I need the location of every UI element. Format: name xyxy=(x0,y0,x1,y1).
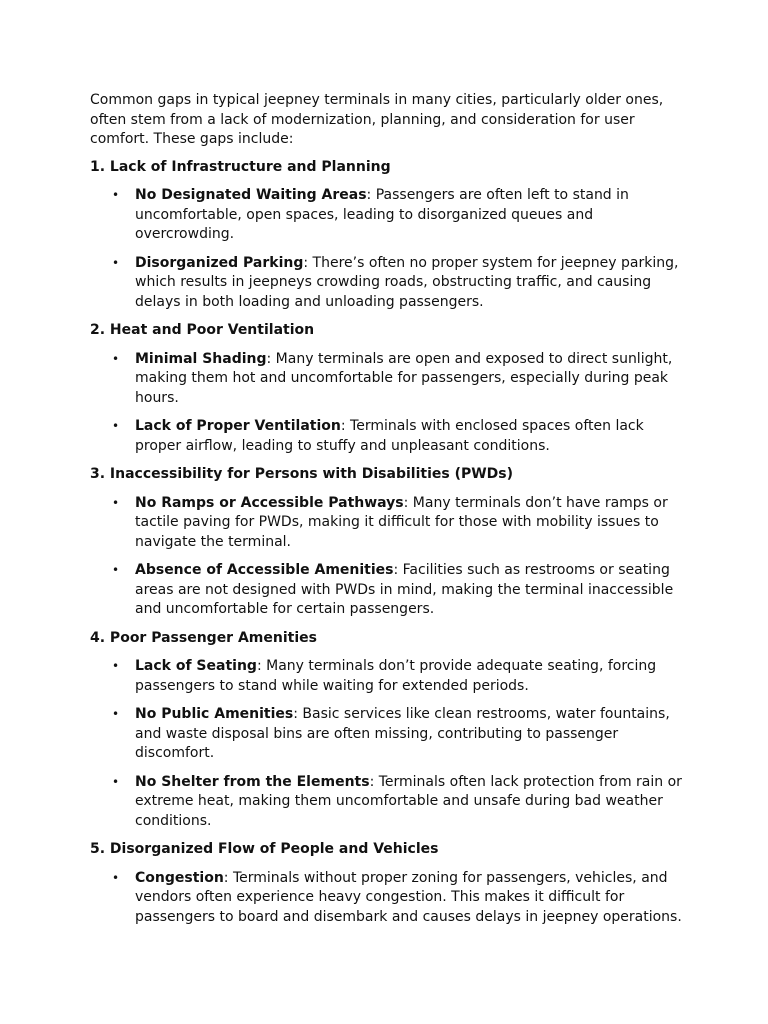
section-heat-ventilation xyxy=(90,321,690,456)
bullet-icon: • xyxy=(112,188,120,202)
item-text: : Many terminals don’t have ramps or tactile paving for PWDs, making it difficult for those with mobility issues to navigate the terminal. xyxy=(135,494,668,550)
section-heading: 5. Disorganized Flow of People and Vehicles xyxy=(90,841,439,857)
item-term: No Public Amenities xyxy=(135,706,294,722)
bullet-icon: • xyxy=(112,563,120,577)
item-term: No Ramps or Accessible Pathways xyxy=(135,494,404,511)
section-heading: 3. Inaccessibility for Persons with Disabilities (PWDs) xyxy=(90,466,514,482)
item-term: Absence of Accessible Amenities xyxy=(135,562,394,578)
item-text: : Terminals without proper zoning for passengers, vehicles, and vendors often experience heavy congestion. This makes it difficult for passengers to board and disembark and causes delays in jeepney operations. xyxy=(135,869,682,925)
document-body xyxy=(90,91,690,936)
list-item xyxy=(90,705,690,764)
bullet-icon: • xyxy=(112,351,120,366)
bullet-icon: • xyxy=(112,774,120,789)
item-text: : Facilities such as restrooms or seating areas are not designed with PWDs in mind, making the terminal inaccessible and uncomfortable for certain passengers. xyxy=(135,562,674,617)
list-item xyxy=(90,494,690,553)
intro-paragraph: Common gaps in typical jeepney terminals in many cities, particularly older ones, often stem from a lack of modernization, planning, and consideration for user comfort. These gaps include: xyxy=(90,92,664,147)
list-item xyxy=(90,350,690,409)
item-text: : Terminals with enclosed spaces often lack proper airflow, leading to stuffy and unpleasant conditions. xyxy=(135,418,644,454)
section-amenities xyxy=(90,629,690,832)
item-text: : Terminals often lack protection from rain or extreme heat, making them uncomfortable and unsafe during bad weather conditions. xyxy=(135,773,682,829)
list-item xyxy=(90,417,690,456)
section-heading: 2. Heat and Poor Ventilation xyxy=(90,322,315,338)
bullet-icon: • xyxy=(112,495,120,510)
item-term: Lack of Seating xyxy=(135,658,257,674)
section-heading: 1. Lack of Infrastructure and Planning xyxy=(90,158,391,175)
list-item xyxy=(90,254,690,313)
bullet-icon: • xyxy=(112,870,120,885)
section-flow xyxy=(90,840,690,927)
item-term: Disorganized Parking xyxy=(135,254,304,271)
item-term: Congestion xyxy=(135,869,224,886)
list-item xyxy=(90,869,690,928)
bullet-icon: • xyxy=(112,419,120,433)
bullet-list xyxy=(90,869,690,928)
bullet-list xyxy=(90,350,690,457)
list-item xyxy=(90,561,690,620)
bullet-list xyxy=(90,494,690,620)
bullet-list xyxy=(90,186,690,312)
bullet-icon: • xyxy=(112,255,120,270)
section-infrastructure xyxy=(90,158,690,313)
section-heading: 4. Poor Passenger Amenities xyxy=(90,629,317,646)
item-term: No Shelter from the Elements xyxy=(135,773,370,790)
item-term: No Designated Waiting Areas xyxy=(135,187,367,203)
bullet-icon: • xyxy=(112,659,120,673)
list-item xyxy=(90,186,690,245)
item-text: : Basic services like clean restrooms, water fountains, and waste disposal bins are often missing, contributing to passenger discomfort. xyxy=(135,706,670,761)
item-text: : Many terminals don’t provide adequate seating, forcing passengers to stand while waiting for extended periods. xyxy=(135,658,657,694)
item-text: : There’s often no proper system for jeepney parking, which results in jeepneys crowding roads, obstructing traffic, and causing delays in both loading and unloading passengers. xyxy=(135,254,679,310)
section-accessibility xyxy=(90,465,690,620)
item-term: Minimal Shading xyxy=(135,350,267,367)
item-text: : Many terminals are open and exposed to direct sunlight, making them hot and uncomfortable for passengers, especially during peak hours. xyxy=(135,350,673,406)
list-item xyxy=(90,773,690,832)
bullet-icon: • xyxy=(112,707,120,721)
bullet-list xyxy=(90,657,690,831)
item-term: Lack of Proper Ventilation xyxy=(135,418,341,434)
item-text: : Passengers are often left to stand in uncomfortable, open spaces, leading to disorganized queues and overcrowding. xyxy=(135,187,629,242)
list-item xyxy=(90,657,690,696)
